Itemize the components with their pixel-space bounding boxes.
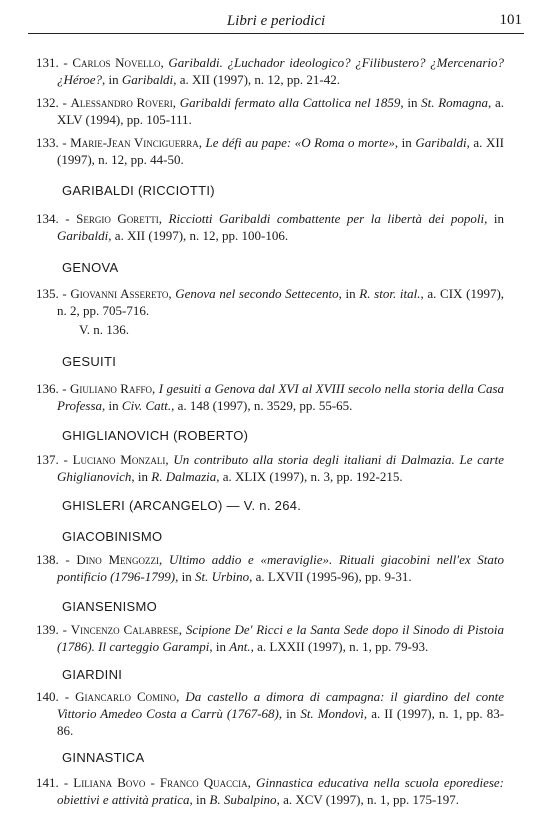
section-heading: GINNASTICA [62, 750, 145, 765]
bibliography-entry: 141. - Liliana Bovo - Franco Quaccia, Ginnastica educativa nella scuola eporediese: obiettivi e attività pratica, in B. Subalpino, a. XCV (1997), n. 1, pp. 175-197. [36, 775, 504, 807]
bibliography-entry: 132. - Alessandro Roveri, Garibaldi fermato alla Cattolica nel 1859, in St. Romagna, a. XLV (1994), pp. 105-111. [36, 95, 505, 127]
section-heading: GENOVA [62, 260, 119, 275]
page-number: 101 [499, 12, 522, 28]
section-heading: GIARDINI [62, 667, 123, 682]
section-heading: GHIGLIANOVICH (ROBERTO) [62, 428, 249, 443]
bibliography-entry: 139. - Vincenzo Calabrese, Scipione De' Ricci e la Santa Sede dopo il Sinodo di Pistoia (1786). Il carteggio Garampi, in Ant., a. LXXII (1997), n. 1, pp. 79-93. [36, 622, 504, 654]
running-title: Libri e periodici [226, 13, 326, 29]
bibliography-entry: 136. - Giuliano Raffo, I gesuiti a Genova dal XVI al XVIII secolo nella storia della Casa Professa, in Civ. Catt., a. 148 (1997), n. 3529, pp. 55-65. [36, 381, 505, 413]
bibliography-entry: 140. - Giancarlo Comino, Da castello a dimora di campagna: il giardino del conte Vittorio Amedeo Costa a Carrù (1767-68), in St. Mondovì, a. II (1997), n. 1, pp. 83-86. [36, 689, 505, 738]
section-heading: GESUITI [62, 354, 117, 369]
section-heading: GIANSENISMO [62, 599, 158, 614]
bibliography-entry: 131. - Carlos Novello, Garibaldi. ¿Luchador ideologico? ¿Filibustero? ¿Mercenario? ¿Héroe?, in Garibaldi, a. XII (1997), n. 12, pp. 21-42. [36, 55, 505, 87]
bibliography-entry: 138. - Dino Mengozzi, Ultimo addio e «meraviglie». Rituali giacobini nell'ex Stato pontificio (1796-1799), in St. Urbino, a. LXVII (1995-96), pp. 9-31. [36, 552, 504, 584]
section-heading: GHISLERI (ARCANGELO) — V. n. 264. [62, 498, 302, 513]
cross-reference: V. n. 136. [79, 322, 129, 337]
running-header [28, 11, 524, 34]
section-heading: GIACOBINISMO [62, 529, 163, 544]
bibliography-entry: 135. - Giovanni Assereto, Genova nel secondo Settecento, in R. stor. ital., a. CIX (1997), n. 2, pp. 705-716. [36, 286, 505, 318]
bibliography-entry: 133. - Marie-Jean Vinciguerra, Le défi au pape: «O Roma o morte», in Garibaldi, a. XII (1997), n. 12, pp. 44-50. [36, 135, 505, 167]
bibliography-entry: 134. - Sergio Goretti, Ricciotti Garibaldi combattente per la libertà dei popoli, in Garibaldi, a. XII (1997), n. 12, pp. 100-106. [36, 211, 505, 243]
section-heading: GARIBALDI (RICCIOTTI) [62, 183, 215, 198]
bibliography-entry: 137. - Luciano Monzali, Un contributo alla storia degli italiani di Dalmazia. Le carte Ghiglianovich, in R. Dalmazia, a. XLIX (1997), n. 3, pp. 192-215. [36, 452, 504, 484]
